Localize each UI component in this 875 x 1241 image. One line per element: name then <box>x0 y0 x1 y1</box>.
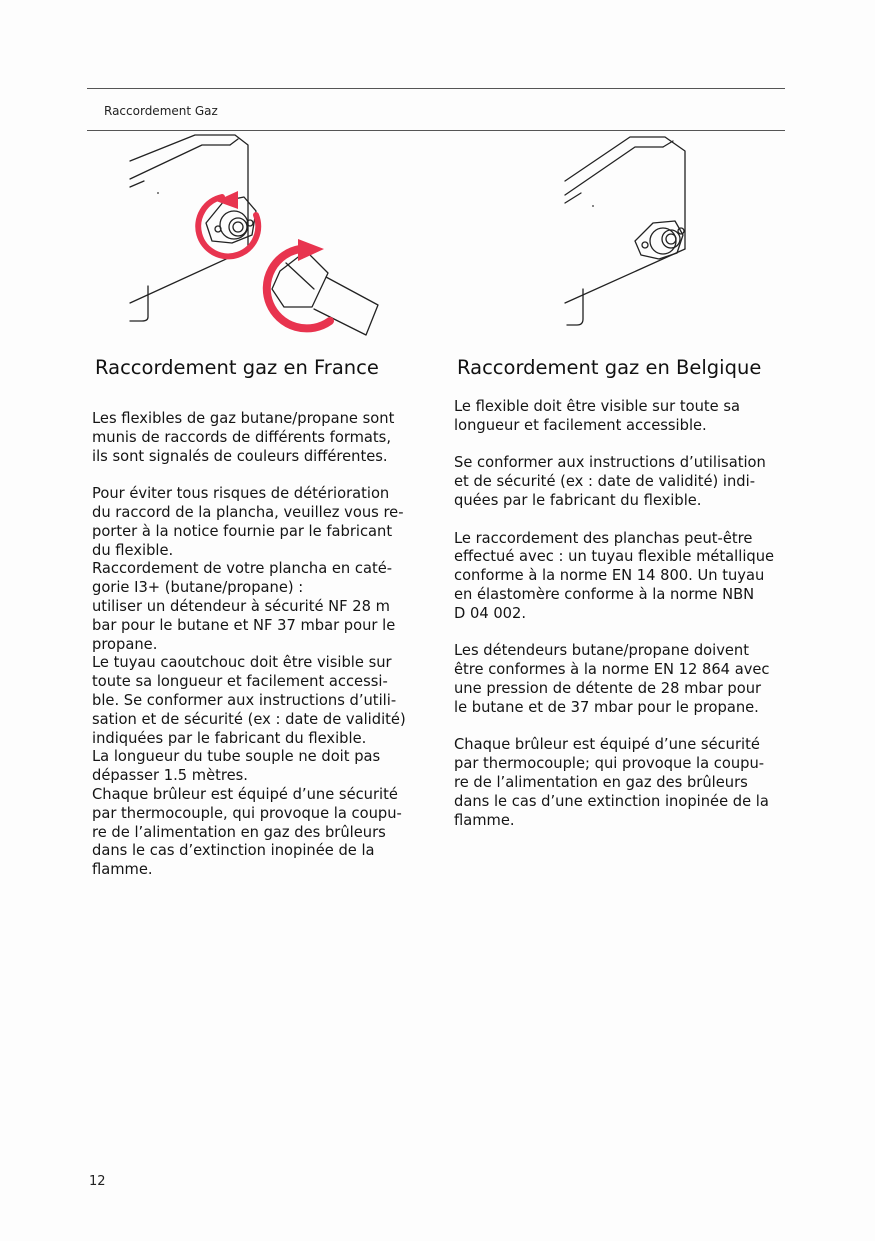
text-line: par thermocouple; qui provoque la coupu- <box>454 755 765 773</box>
text-line: dans le cas d’une extinction inopinée de la <box>454 792 769 810</box>
text-line: Chaque brûleur est équipé d’une sécurité <box>92 785 398 803</box>
belgique-paragraph <box>454 398 784 436</box>
page-number: 12 <box>89 1174 106 1189</box>
text-line: dépasser 1.5 mètres. <box>92 767 248 785</box>
belgique-paragraph <box>454 736 784 830</box>
gas-connector-icon <box>555 131 705 331</box>
text-line: longueur et facilement accessible. <box>454 416 707 434</box>
text-line: munis de raccords de différents formats, <box>92 428 392 446</box>
belgique-text-column <box>454 398 784 830</box>
text-line: Chaque brûleur est équipé d’une sécurité <box>454 736 760 754</box>
text-line: indiquées par le fabricant du flexible. <box>92 729 367 747</box>
text-line: Pour éviter tous risques de détérioration <box>92 485 390 503</box>
text-line: Le tuyau caoutchouc doit être visible sur <box>92 654 392 672</box>
france-text-column <box>92 410 432 880</box>
text-line: sation et de sécurité (ex : date de validité) <box>92 710 406 728</box>
text-line: flamme. <box>454 811 515 829</box>
text-line: conforme à la norme EN 14 800. Un tuyau <box>454 567 765 585</box>
text-line: ble. Se conformer aux instructions d’utili- <box>92 691 397 709</box>
text-line: porter à la notice fournie par le fabricant <box>92 522 393 540</box>
text-line: Les flexibles de gaz butane/propane sont <box>92 410 395 427</box>
section-header-title: Raccordement Gaz <box>104 104 218 118</box>
belgique-paragraph <box>454 642 784 717</box>
text-line: du flexible. <box>92 541 174 559</box>
text-line: propane. <box>92 635 158 653</box>
france-heading: Raccordement gaz en France <box>95 356 379 379</box>
text-line: D 04 002. <box>454 604 527 622</box>
text-line: Raccordement de votre plancha en caté- <box>92 560 393 578</box>
belgique-paragraph <box>454 454 784 510</box>
text-line: le butane et de 37 mbar pour le propane. <box>454 698 759 716</box>
belgique-paragraph <box>454 530 784 624</box>
text-line: Le raccordement des planchas peut-être <box>454 529 753 547</box>
text-line: et de sécurité (ex : date de validité) indi- <box>454 473 755 491</box>
text-line: bar pour le butane et NF 37 mbar pour le <box>92 616 396 634</box>
text-line: en élastomère conforme à la norme NBN <box>454 585 755 603</box>
text-line: une pression de détente de 28 mbar pour <box>454 679 762 697</box>
text-line: utiliser un détendeur à sécurité NF 28 m <box>92 597 390 615</box>
text-line: Le flexible doit être visible sur toute sa <box>454 398 741 415</box>
belgique-heading: Raccordement gaz en Belgique <box>457 356 762 379</box>
text-line: re de l’alimentation en gaz des brûleurs <box>92 823 386 841</box>
gas-connector-rotate-icon <box>120 131 390 346</box>
text-line: gorie I3+ (butane/propane) : <box>92 579 304 597</box>
text-line: effectué avec : un tuyau flexible métallique <box>454 548 775 566</box>
france-paragraph <box>92 410 432 466</box>
text-line: re de l’alimentation en gaz des brûleurs <box>454 773 748 791</box>
text-line: flamme. <box>92 861 153 879</box>
text-line: toute sa longueur et facilement accessi- <box>92 673 388 691</box>
text-line: Les détendeurs butane/propane doivent <box>454 642 750 660</box>
header-top-rule <box>87 88 785 89</box>
text-line: Se conformer aux instructions d’utilisation <box>454 454 766 472</box>
text-line: quées par le fabricant du flexible. <box>454 491 702 509</box>
france-paragraph <box>92 485 432 880</box>
text-line: par thermocouple, qui provoque la coupu- <box>92 804 402 822</box>
text-line: ils sont signalés de couleurs différentes. <box>92 447 388 465</box>
text-line: dans le cas d’extinction inopinée de la <box>92 842 375 860</box>
text-line: du raccord de la plancha, veuillez vous re- <box>92 503 404 521</box>
text-line: La longueur du tube souple ne doit pas <box>92 748 381 766</box>
text-line: être conformes à la norme EN 12 864 avec <box>454 661 770 679</box>
